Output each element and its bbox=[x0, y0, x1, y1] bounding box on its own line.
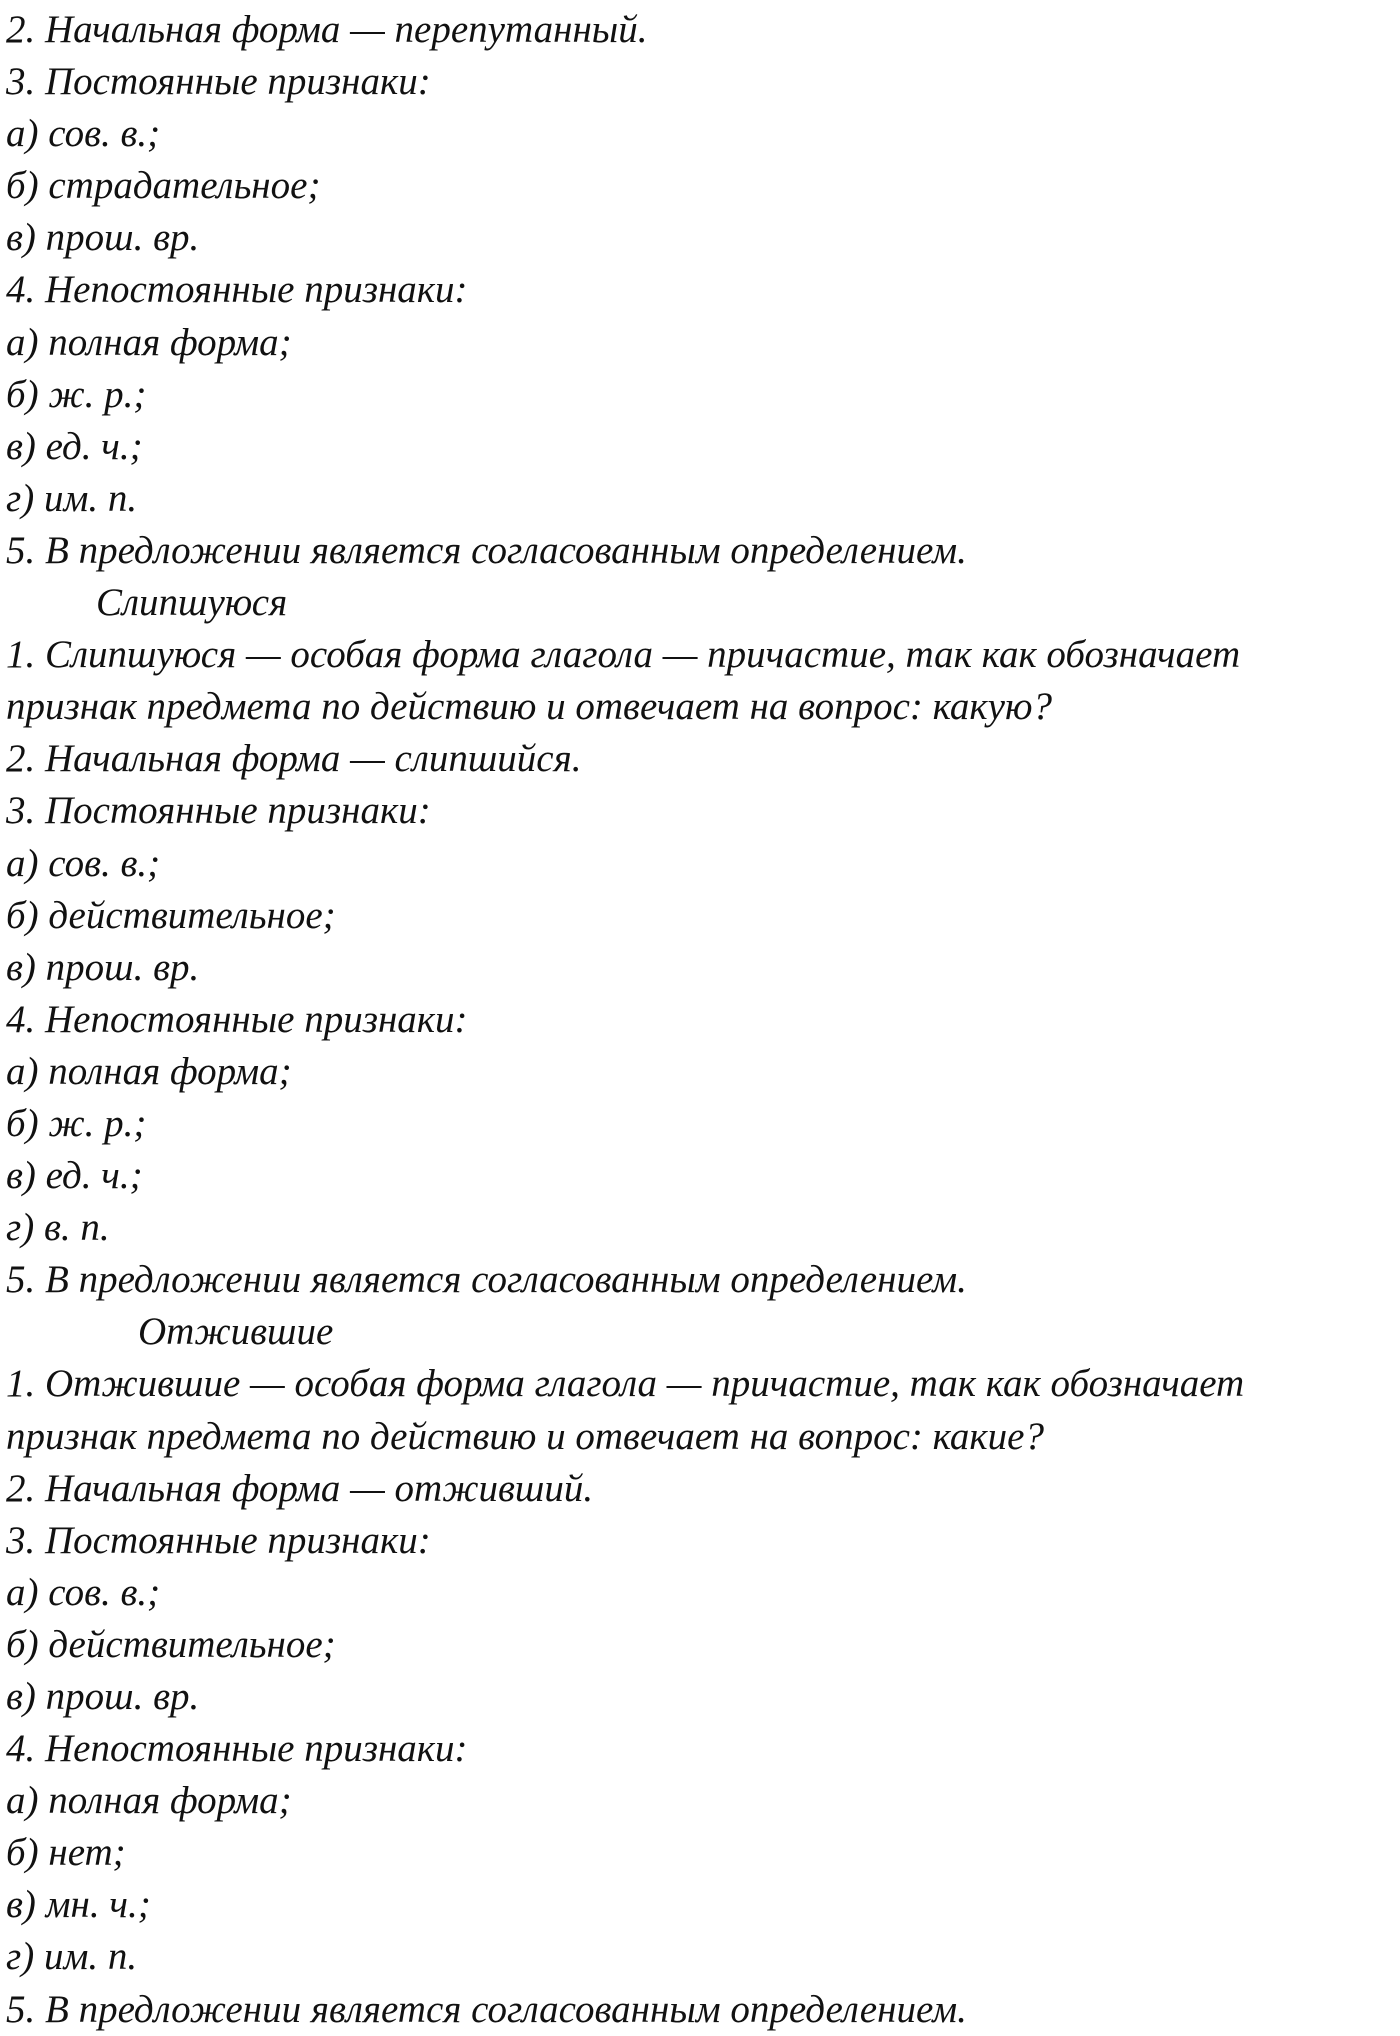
text-line: 5. В предложении является согласованным определением. bbox=[6, 528, 967, 572]
text-line: 1. Слипшуюся — особая форма глагола — причастие, так как обозначает bbox=[6, 633, 1241, 677]
section-heading: Слипшуюся bbox=[96, 581, 288, 625]
section-otzhivshie bbox=[6, 1306, 1396, 2035]
text-line: признак предмета по действию и отвечает на вопрос: какую? bbox=[6, 685, 1052, 729]
text-line: 3. Постоянные признаки: bbox=[6, 789, 431, 833]
text-line: 2. Начальная форма — перепутанный. bbox=[6, 8, 648, 51]
text-line: 4. Непостоянные признаки: bbox=[6, 1727, 468, 1771]
text-line: в) прош. вр. bbox=[6, 1675, 200, 1718]
text-line: 4. Непостоянные признаки: bbox=[6, 268, 468, 312]
text-line: а) сов. в.; bbox=[6, 112, 161, 156]
text-line: в) ед. ч.; bbox=[6, 1154, 143, 1198]
text-line: б) действительное; bbox=[6, 1622, 336, 1666]
text-line: г) им. п. bbox=[6, 1935, 138, 1979]
text-line: признак предмета по действию и отвечает на вопрос: какие? bbox=[6, 1414, 1044, 1458]
document-page bbox=[6, 4, 1396, 2036]
text-line: б) действительное; bbox=[6, 893, 336, 937]
text-line: в) ед. ч.; bbox=[6, 424, 143, 468]
text-line: г) им. п. bbox=[6, 476, 138, 520]
text-line: 3. Постоянные признаки: bbox=[6, 1518, 431, 1562]
text-line: в) прош. вр. bbox=[6, 216, 200, 260]
text-line: б) ж. р.; bbox=[6, 1101, 147, 1145]
text-line: 5. В предложении является согласованным определением. bbox=[6, 1987, 967, 2031]
text-line: 1. Отжившие — особая форма глагола — причастие, так как обозначает bbox=[6, 1362, 1245, 1406]
text-line: а) полная форма; bbox=[6, 320, 292, 364]
text-line: а) сов. в.; bbox=[6, 841, 161, 885]
text-line: г) в. п. bbox=[6, 1206, 110, 1250]
text-line: 3. Постоянные признаки: bbox=[6, 60, 431, 104]
text-line: а) полная форма; bbox=[6, 1049, 292, 1093]
section-heading: Отжившие bbox=[138, 1310, 334, 1354]
text-line: в) прош. вр. bbox=[6, 945, 200, 989]
text-line: 4. Непостоянные признаки: bbox=[6, 997, 468, 1041]
text-line: б) страдательное; bbox=[6, 164, 321, 208]
text-line: а) полная форма; bbox=[6, 1779, 292, 1823]
text-line: 2. Начальная форма — слипшийся. bbox=[6, 737, 582, 781]
section-slipshuyusya bbox=[6, 577, 1396, 1306]
text-line: 5. В предложении является согласованным определением. bbox=[6, 1258, 967, 1302]
text-line: б) ж. р.; bbox=[6, 372, 147, 416]
text-line: а) сов. в.; bbox=[6, 1570, 161, 1614]
text-line: б) нет; bbox=[6, 1831, 126, 1875]
section-perepytannyi bbox=[6, 4, 1396, 577]
text-line: 2. Начальная форма — отживший. bbox=[6, 1466, 594, 1510]
text-line: в) мн. ч.; bbox=[6, 1883, 151, 1927]
